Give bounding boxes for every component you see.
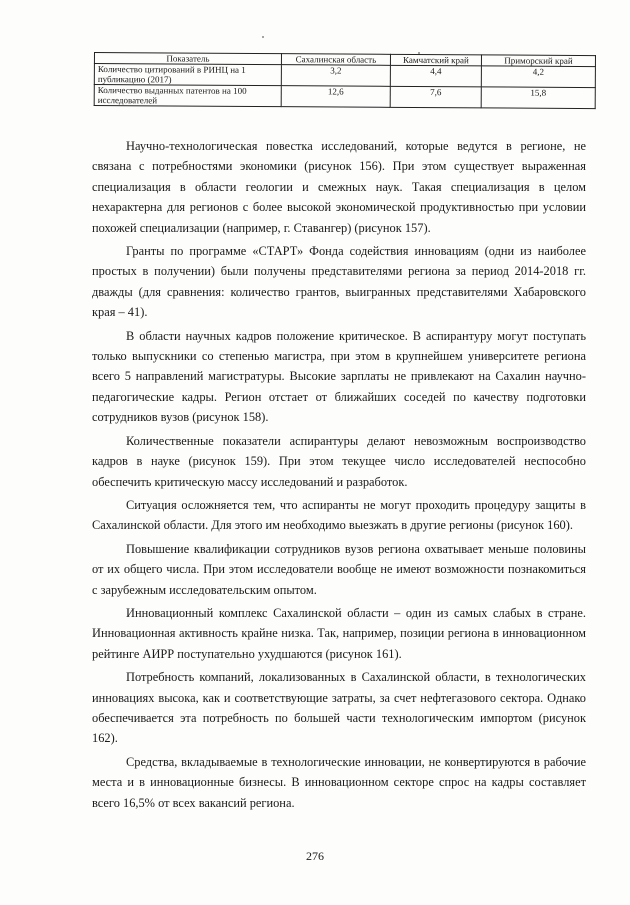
page-number: 276 [306, 849, 324, 863]
cell-value: 4,2 [481, 66, 595, 88]
paragraph: В области научных кадров положение критическое. В аспирантуру могут поступать только выпускники со степенью магистра, при этом в крупнейшем университете региона всего 5 направлений магистратуры. Высокие зарплаты не привлекают на Сахалин научно-педагогические кадры. Регион отстает от ближайших соседей по качеству подготовки сотрудников вузов (рисунок 158). [92, 328, 586, 425]
scan-speck [418, 52, 420, 54]
row-label: Количество выданных патентов на 100 исследователей [94, 85, 281, 107]
paragraph: Гранты по программе «СТАРТ» Фонда содействия инновациям (одни из наиболее простых в получении) были получены представителями региона за период 2014-2018 гг. дважды (для сравнения: количество грантов, выигранных представителями Хабаровского края – 41). [92, 244, 586, 320]
cell-value: 12,6 [281, 86, 390, 108]
table-header-sakhalin: Сахалинская область [281, 54, 390, 66]
indicators-table [94, 52, 596, 109]
paragraph: Ситуация осложняется тем, что аспиранты не могут проходить процедуру защиты в Сахалинской области. Для этого им необходимо выезжать в другие регионы (рисунок 160). [92, 497, 586, 533]
cell-value: 15,8 [481, 87, 595, 109]
cell-value: 4,4 [390, 65, 481, 87]
paragraph: Количественные показатели аспирантуры делают невозможным воспроизводство кадров в науке (рисунок 159). При этом текущее число исследователей неспособно обеспечить критическую массу исследований и разработок. [92, 433, 586, 489]
cell-value: 3,2 [281, 65, 390, 87]
cell-value: 7,6 [390, 86, 481, 108]
table-header-primorye: Приморский край [481, 55, 595, 67]
table-header-indicator: Показатель [94, 53, 281, 65]
scan-speck [262, 36, 264, 38]
row-label: Количество цитирований в РИНЦ на 1 публикацию (2017) [94, 64, 281, 86]
table-header-kamchatka: Камчатский край [390, 54, 481, 66]
table-row [94, 64, 595, 88]
paragraph: Средства, вкладываемые в технологические инновации, не конвертируются в рабочие места и в инновационные бизнесы. В инновационном секторе спрос на кадры составляет всего 16,5% от всех вакансий региона. [92, 754, 586, 810]
paragraph: Инновационный комплекс Сахалинской области – один из самых слабых в стране. Инновационная активность крайне низка. Так, например, позиции региона в инновационном рейтинге АИРР поступательно ухудшаются (рисунок 161). [92, 605, 586, 661]
table-row [94, 85, 595, 109]
body-text [92, 136, 586, 816]
paragraph: Потребность компаний, локализованных в Сахалинской области, в технологических инновациях высока, как и соответствующие затраты, за счет нефтегазового сектора. Однако обеспечивается эта потребность по большей части технологическим импортом (рисунок 162). [92, 670, 586, 746]
paragraph: Повышение квалификации сотрудников вузов региона охватывает меньше половины от их общего числа. При этом исследователи вообще не имеют возможности познакомиться с зарубежным исследовательским опытом. [92, 541, 586, 597]
paragraph: Научно-технологическая повестка исследований, которые ведутся в регионе, не связана с потребностями экономики (рисунок 156). При этом существует выраженная специализация в области геологии и смежных наук. Такая специализация в целом нехарактерна для регионов с более высокой экономической продуктивностью при условии похожей специализации (например, г. Ставангер) (рисунок 157). [92, 139, 586, 235]
